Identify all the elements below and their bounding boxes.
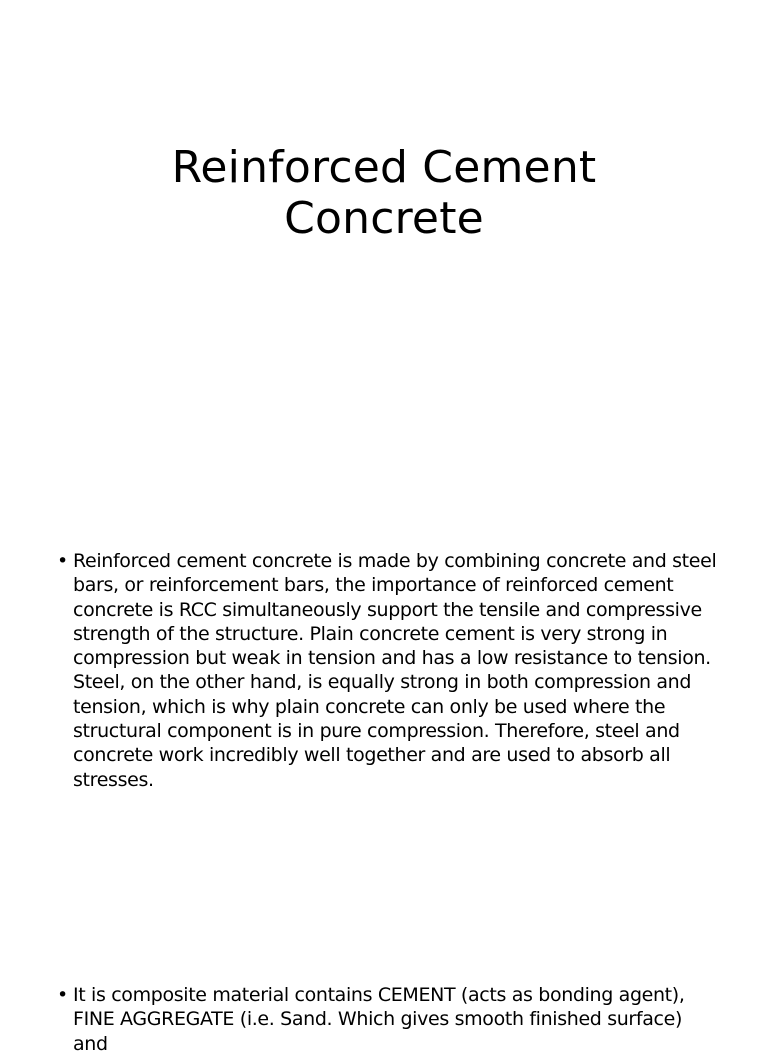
bullet-point-icon: • <box>57 550 68 572</box>
slide-title: Reinforced Cement Concrete <box>171 142 597 244</box>
bullet-point-icon: • <box>57 984 68 1006</box>
bullet-item-composition <box>57 983 717 1056</box>
bullet-text: It is composite material contains CEMENT (acts as bonding agent), FINE AGGREGATE (i.e. Sand. Which gives smooth finished surface) and <box>73 984 685 1055</box>
bullet-text: Reinforced cement concrete is made by combining concrete and steel bars, or reinforcement bars, the importance of reinforced cement concrete is RCC simultaneously support the tensile and compressive strength of the structure. Plain concrete cement is very strong in compression but weak in tension and has a low resistance to tension. Steel, on the other hand, is equally strong in both compression and tension, which is why plain concrete can only be used where the structural component is in pure compression. Therefore, steel and concrete work incredibly well together and are used to absorb all stresses. <box>73 550 717 791</box>
bullet-item-rcc-definition <box>57 549 717 792</box>
